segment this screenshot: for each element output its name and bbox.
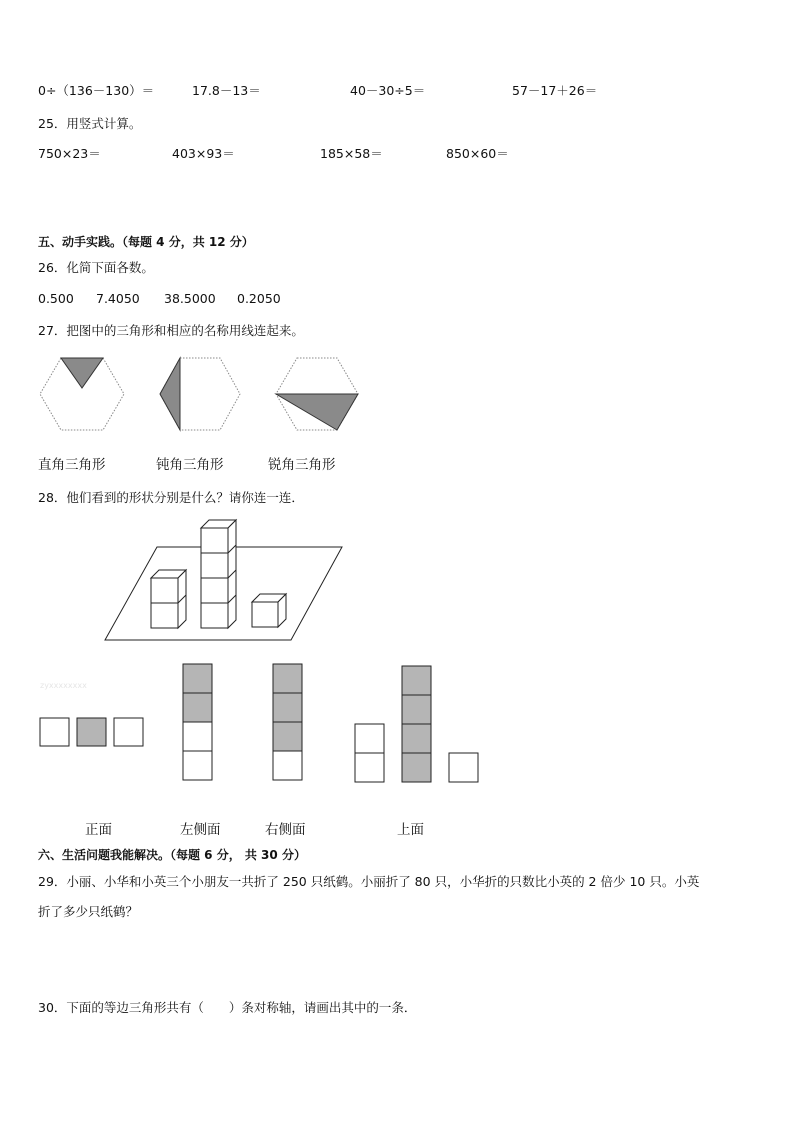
decimal-1: 0.500 <box>38 291 74 306</box>
calc-item-2: 17.8－13＝ <box>192 83 261 98</box>
decimal-3: 38.5000 <box>164 291 216 306</box>
name-right-triangle: 直角三角形 <box>38 457 106 473</box>
view-label-left: 左侧面 <box>180 822 221 838</box>
calc-item-3: 40－30÷5＝ <box>350 83 426 98</box>
vertical-calc-4: 850×60＝ <box>446 146 509 161</box>
question-26-title: 26．化简下面各数。 <box>38 260 154 275</box>
view-option-row <box>40 718 143 746</box>
cube-stack-2 <box>151 570 186 628</box>
question-25-title: 25．用竖式计算。 <box>38 116 142 131</box>
section-6-heading: 六、生活问题我能解决。（每题 6 分， 共 30 分） <box>38 848 306 862</box>
question-29-line-2: 折了多少只纸鹤？ <box>38 904 139 919</box>
cube-stack-1 <box>252 594 286 627</box>
question-28-title: 28．他们看到的形状分别是什么？请你连一连． <box>38 490 304 505</box>
cube-stack-4 <box>201 520 236 628</box>
section-5-heading: 五、动手实践。（每题 4 分，共 12 分） <box>38 235 254 249</box>
question-27-title: 27．把图中的三角形和相应的名称用线连起来。 <box>38 323 304 338</box>
decimal-4: 0.2050 <box>237 291 281 306</box>
calc-item-1: 0÷（136－130）＝ <box>38 83 155 98</box>
view-label-top: 上面 <box>397 822 424 838</box>
vertical-calc-2: 403×93＝ <box>172 146 235 161</box>
question-30-text: 30．下面的等边三角形共有（ ）条对称轴，请画出其中的一条． <box>38 1000 417 1015</box>
vertical-calc-1: 750×23＝ <box>38 146 101 161</box>
view-label-right: 右侧面 <box>265 822 306 838</box>
view-option-column-b <box>273 664 302 780</box>
decimal-2: 7.4050 <box>96 291 140 306</box>
view-option-front <box>355 666 478 782</box>
view-label-front: 正面 <box>85 822 112 838</box>
calc-item-4: 57－17＋26＝ <box>512 83 598 98</box>
name-acute-triangle: 锐角三角形 <box>268 457 336 473</box>
question-29-line-1: 29．小丽、小华和小英三个小朋友一共折了 250 只纸鹤。小丽折了 80 只，小华折的只数比小英的 2 倍少 10 只。小英 <box>38 874 700 889</box>
view-option-column-a <box>183 664 212 780</box>
name-obtuse-triangle: 钝角三角形 <box>156 457 224 473</box>
vertical-calc-3: 185×58＝ <box>320 146 383 161</box>
watermark: zyxxxxxxxx <box>40 681 87 690</box>
